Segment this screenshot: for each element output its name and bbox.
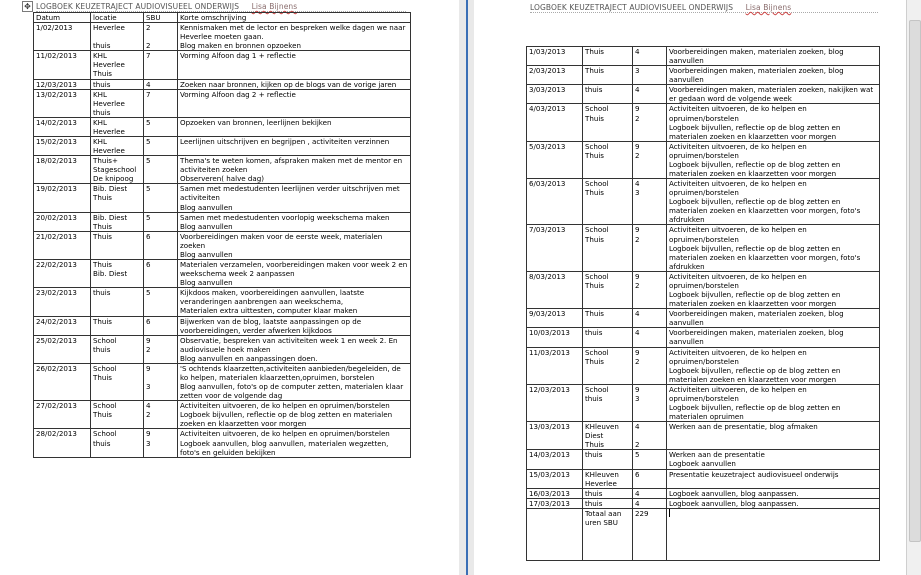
location-cell: School Thuis: [583, 347, 633, 384]
date-cell: 8/03/2013: [527, 271, 583, 308]
location-cell: Bib. Diest Thuis: [91, 212, 144, 231]
date-cell: 1/02/2013: [34, 23, 91, 51]
page-break-marker: [466, 0, 468, 575]
table-row: [527, 47, 880, 66]
logbook-table-page-2: [526, 46, 880, 561]
description-cell: Kennismaken met de lector en bespreken welke dagen we naar Heverlee moeten gaan. Blog maken en bronnen opzoeken: [178, 23, 411, 51]
table-row: [527, 225, 880, 271]
date-cell: 13/02/2013: [34, 89, 91, 117]
sbu-cell: 4: [144, 79, 178, 89]
date-cell: 4/03/2013: [527, 104, 583, 141]
description-cell: Voorbereidingen maken, materialen zoeken, blog aanvullen: [667, 328, 880, 347]
table-row: [34, 260, 411, 288]
description-cell: Vorming Alfoon dag 1 + reflectie: [178, 51, 411, 79]
sbu-cell: 4: [633, 85, 667, 104]
location-cell: Thuis Bib. Diest: [91, 260, 144, 288]
sbu-cell: 6: [633, 469, 667, 488]
sbu-cell: 5: [144, 117, 178, 136]
description-cell: Activiteiten uitvoeren, de ko helpen en opruimen/borstelen Logboek bijvullen, reflectie op de blog zetten en materialen zoeken en klaarzetten voor morgen: [667, 271, 880, 308]
sbu-cell: 7: [144, 89, 178, 117]
table-row: [527, 384, 880, 421]
table-row: [34, 212, 411, 231]
description-cell: Activiteiten uitvoeren, de ko helpen en opruimen/borstelen Logboek bijvullen, reflectie op de blog zetten en materialen zoeken en klaarzetten voor morgen: [667, 347, 880, 384]
text-cursor-cell[interactable]: [667, 508, 880, 560]
location-cell: Thuis+ Stageschool De knipoog: [91, 156, 144, 184]
description-cell: Kijkdoos maken, voorbereidingen aanvullen, laatste veranderingen aanbrengen aan weekschema, Materialen extra uittesten, computer klaar maken: [178, 288, 411, 316]
header-author: Lisa Bijnens: [745, 3, 792, 12]
date-cell: 16/03/2013: [527, 488, 583, 498]
table-row: [34, 429, 411, 457]
location-cell: School thuis: [91, 335, 144, 363]
vertical-scrollbar[interactable]: [906, 0, 921, 575]
location-cell: Heverlee thuis: [91, 23, 144, 51]
location-cell: School Thuis: [91, 363, 144, 400]
location-cell: KHleuven Heverlee: [583, 469, 633, 488]
sbu-cell: 4: [633, 47, 667, 66]
sbu-cell: 4 2: [633, 422, 667, 450]
column-header-location: locatie: [91, 13, 144, 23]
location-cell: School thuis: [91, 429, 144, 457]
date-cell: 24/02/2013: [34, 316, 91, 335]
date-cell: 19/02/2013: [34, 184, 91, 212]
date-cell: 25/02/2013: [34, 335, 91, 363]
description-cell: Presentatie keuzetraject audiovisueel onderwijs: [667, 469, 880, 488]
date-cell: 22/02/2013: [34, 260, 91, 288]
table-move-handle-icon[interactable]: ✥: [22, 1, 33, 12]
page-header: [530, 3, 878, 13]
sbu-cell: 9 2: [633, 225, 667, 271]
page-header: [36, 2, 406, 12]
sbu-cell: 6: [144, 231, 178, 259]
location-cell: KHL Heverlee thuis: [91, 89, 144, 117]
table-row: [34, 23, 411, 51]
table-row: [527, 66, 880, 85]
empty-cell: [527, 508, 583, 560]
location-cell: thuis: [583, 488, 633, 498]
description-cell: Materialen verzamelen, voorbereidingen maken voor week 2 en weekschema week 2 aanpassen Blog aanvullen: [178, 260, 411, 288]
location-cell: Thuis: [583, 309, 633, 328]
location-cell: thuis: [583, 328, 633, 347]
sbu-cell: 5: [144, 137, 178, 156]
document-page-1: [0, 0, 459, 575]
date-cell: 23/02/2013: [34, 288, 91, 316]
table-row: [34, 288, 411, 316]
description-cell: Werken aan de presentatie Logboek aanvullen: [667, 450, 880, 469]
table-header-row: [34, 13, 411, 23]
description-cell: Activiteiten uitvoeren, de ko helpen en opruimen/borstelen Logboek bijvullen, reflectie op de blog zetten en materialen zoeken en klaarzetten voor morgen: [667, 104, 880, 141]
text-cursor: [669, 509, 670, 517]
table-row: [527, 347, 880, 384]
location-cell: thuis: [91, 288, 144, 316]
sbu-cell: 5: [144, 156, 178, 184]
location-cell: School Thuis: [583, 104, 633, 141]
logbook-table-page-1: [33, 12, 411, 458]
date-cell: 26/02/2013: [34, 363, 91, 400]
date-cell: 12/03/2013: [34, 79, 91, 89]
table-row: [527, 498, 880, 508]
sbu-cell: 3: [633, 66, 667, 85]
sbu-cell: 2 2: [144, 23, 178, 51]
sbu-cell: 4: [633, 498, 667, 508]
description-cell: Zoeken naar bronnen, kijken op de blogs van de vorige jaren: [178, 79, 411, 89]
date-cell: 7/03/2013: [527, 225, 583, 271]
table-row: [527, 422, 880, 450]
description-cell: Voorbereidingen maken voor de eerste week, materialen zoeken Blog aanvullen: [178, 231, 411, 259]
sbu-cell: 5: [144, 212, 178, 231]
description-cell: Logboek aanvullen, blog aanpassen.: [667, 498, 880, 508]
table-row: [34, 51, 411, 79]
description-cell: Leerlijnen uitschrijven en begrijpen , activiteiten verzinnen: [178, 137, 411, 156]
date-cell: 11/02/2013: [34, 51, 91, 79]
table-row: [527, 469, 880, 488]
sbu-cell: 7: [144, 51, 178, 79]
date-cell: 13/03/2013: [527, 422, 583, 450]
sbu-cell: 4: [633, 309, 667, 328]
sbu-cell: 4 3: [633, 179, 667, 225]
table-row: [34, 184, 411, 212]
sbu-cell: 4: [633, 488, 667, 498]
location-cell: School Thuis: [583, 179, 633, 225]
sbu-cell: 4 2: [144, 401, 178, 429]
location-cell: thuis: [583, 85, 633, 104]
description-cell: Samen met medestudenten leerlijnen verder uitschrijven met activiteiten Blog aanvullen: [178, 184, 411, 212]
table-row: [34, 156, 411, 184]
sbu-cell: 9 2: [144, 335, 178, 363]
location-cell: thuis: [583, 498, 633, 508]
sbu-cell: 9 2: [633, 271, 667, 308]
description-cell: Vorming Alfoon dag 2 + reflectie: [178, 89, 411, 117]
table-row: [527, 179, 880, 225]
sbu-cell: 9 2: [633, 104, 667, 141]
location-cell: School Thuis: [583, 141, 633, 178]
location-cell: thuis: [91, 79, 144, 89]
sbu-cell: 9 3: [144, 363, 178, 400]
date-cell: 6/03/2013: [527, 179, 583, 225]
location-cell: Thuis: [91, 231, 144, 259]
sbu-cell: 9 2: [633, 141, 667, 178]
date-cell: 28/02/2013: [34, 429, 91, 457]
table-row: [527, 104, 880, 141]
date-cell: 1/03/2013: [527, 47, 583, 66]
sbu-cell: 6: [144, 260, 178, 288]
sbu-cell: 6: [144, 316, 178, 335]
table-row: [34, 79, 411, 89]
sbu-cell: 9 3: [633, 384, 667, 421]
table-row: [34, 335, 411, 363]
description-cell: Observatie, bespreken van activiteiten week 1 en week 2. En audiovisuele hoek maken Blog aanvullen en aanpassingen doen.: [178, 335, 411, 363]
sbu-cell: 9 2: [633, 347, 667, 384]
total-label: Totaal aan uren SBU: [583, 508, 633, 560]
sbu-cell: 9 3: [144, 429, 178, 457]
description-cell: Bijwerken van de blog, laatste aanpassingen op de voorbereidingen, verder afwerken kijkdoos: [178, 316, 411, 335]
location-cell: KHleuven Diest Thuis: [583, 422, 633, 450]
total-row: [527, 508, 880, 560]
table-row: [34, 316, 411, 335]
date-cell: 10/03/2013: [527, 328, 583, 347]
date-cell: 21/02/2013: [34, 231, 91, 259]
sbu-cell: 5: [144, 184, 178, 212]
description-cell: Activiteiten uitvoeren, de ko helpen en opruimen/borstelen Logboek bijvullen, reflectie op de blog zetten en materialen zoeken en klaarzetten voor morgen: [178, 401, 411, 429]
description-cell: Activiteiten uitvoeren, de ko helpen en opruimen/borstelen Logboek bijvullen, reflectie op de blog zetten en materialen zoeken en klaarzetten voor morgen, foto's afdrukken: [667, 179, 880, 225]
description-cell: Activiteiten uitvoeren, de ko helpen en opruimen/borstelen Logboek bijvullen, reflectie op de blog zetten en materialen zoeken en klaarzetten voor morgen, foto's afdrukken: [667, 225, 880, 271]
date-cell: 14/03/2013: [527, 450, 583, 469]
sbu-cell: 5: [633, 450, 667, 469]
location-cell: KHL Heverlee Thuis: [91, 51, 144, 79]
date-cell: 11/03/2013: [527, 347, 583, 384]
date-cell: 9/03/2013: [527, 309, 583, 328]
sbu-cell: 5: [144, 288, 178, 316]
description-cell: Logboek aanvullen, blog aanpassen.: [667, 488, 880, 498]
table-row: [527, 488, 880, 498]
description-cell: Voorbereidingen maken, materialen zoeken, blog aanvullen: [667, 309, 880, 328]
description-cell: Activiteiten uitvoeren, de ko helpen en opruimen/borstelen Logboek bijvullen, reflectie op de blog zetten en materialen opruimen: [667, 384, 880, 421]
table-row: [527, 309, 880, 328]
date-cell: 17/03/2013: [527, 498, 583, 508]
header-title: LOGBOEK KEUZETRAJECT AUDIOVISUEEL ONDERWIJS: [530, 3, 734, 12]
table-row: [527, 450, 880, 469]
date-cell: 5/03/2013: [527, 141, 583, 178]
location-cell: KHL Heverlee: [91, 117, 144, 136]
scrollbar-thumb[interactable]: [909, 20, 921, 542]
location-cell: Bib. Diest Thuis: [91, 184, 144, 212]
column-header-description: Korte omschrijving: [178, 13, 411, 23]
table-row: [527, 271, 880, 308]
table-row: [527, 328, 880, 347]
table-row: [34, 137, 411, 156]
date-cell: 2/03/2013: [527, 66, 583, 85]
description-cell: Voorbereidingen maken, materialen zoeken, blog aanvullen: [667, 47, 880, 66]
description-cell: 'S ochtends klaarzetten,activiteiten aanbieden/begeleiden, de ko helpen, materialen klaarzetten,opruimen, borstelen Blog aanvullen, foto's op de computer zetten, materialen klaar zetten voor de volgende dag: [178, 363, 411, 400]
description-cell: Activiteiten uitvoeren, de ko helpen en opruimen/borstelen Logboek bijvullen, reflectie op de blog zetten en materialen zoeken en klaarzetten voor morgen: [667, 141, 880, 178]
date-cell: 12/03/2013: [527, 384, 583, 421]
location-cell: Thuis: [91, 316, 144, 335]
description-cell: Werken aan de presentatie, blog afmaken: [667, 422, 880, 450]
location-cell: Thuis: [583, 47, 633, 66]
table-row: [527, 141, 880, 178]
date-cell: 15/02/2013: [34, 137, 91, 156]
table-row: [34, 401, 411, 429]
location-cell: KHL Heverlee: [91, 137, 144, 156]
table-row: [34, 231, 411, 259]
location-cell: School Thuis: [91, 401, 144, 429]
table-row: [34, 89, 411, 117]
description-cell: Activiteiten uitvoeren, de ko helpen en opruimen/borstelen Logboek aanvullen, blog aanvullen, materialen wegzetten, foto's en geluiden bekijken: [178, 429, 411, 457]
location-cell: School thuis: [583, 384, 633, 421]
header-title: LOGBOEK KEUZETRAJECT AUDIOVISUEEL ONDERWIJS: [36, 2, 240, 11]
date-cell: 27/02/2013: [34, 401, 91, 429]
description-cell: Thema's te weten komen, afspraken maken met de mentor en activiteiten zoeken Observeren( halve dag): [178, 156, 411, 184]
sbu-cell: 4: [633, 328, 667, 347]
date-cell: 14/02/2013: [34, 117, 91, 136]
document-page-2: [474, 0, 906, 575]
column-header-sbu: SBU: [144, 13, 178, 23]
description-cell: Samen met medestudenten voorlopig weekschema maken Blog aanvullen: [178, 212, 411, 231]
location-cell: School Thuis: [583, 271, 633, 308]
location-cell: School Thuis: [583, 225, 633, 271]
table-row: [34, 363, 411, 400]
description-cell: Voorbereidingen maken, materialen zoeken, blog aanvullen: [667, 66, 880, 85]
table-row: [34, 117, 411, 136]
date-cell: 3/03/2013: [527, 85, 583, 104]
description-cell: Voorbereidingen maken, materialen zoeken, nakijken wat er gedaan word de volgende week: [667, 85, 880, 104]
header-author: Lisa Bijnens: [251, 2, 298, 11]
date-cell: 18/02/2013: [34, 156, 91, 184]
column-header-date: Datum: [34, 13, 91, 23]
total-value: 229: [633, 508, 667, 560]
date-cell: 20/02/2013: [34, 212, 91, 231]
location-cell: thuis: [583, 450, 633, 469]
description-cell: Opzoeken van bronnen, leerlijnen bekijken: [178, 117, 411, 136]
table-row: [527, 85, 880, 104]
date-cell: 15/03/2013: [527, 469, 583, 488]
location-cell: Thuis: [583, 66, 633, 85]
